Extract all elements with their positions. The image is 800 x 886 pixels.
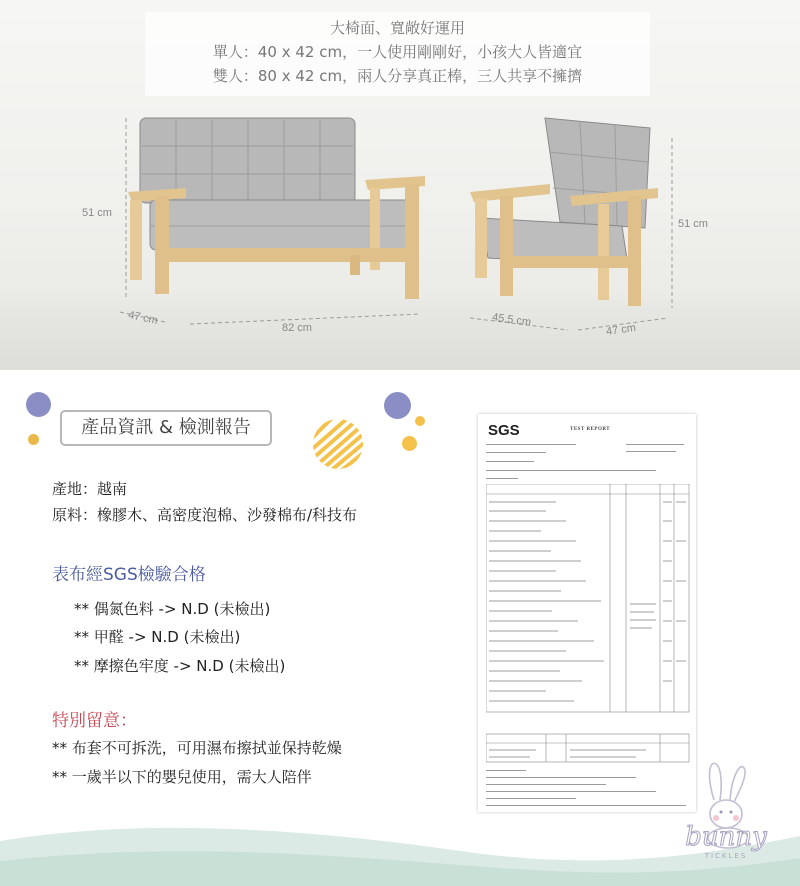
sofa-width-label: 82 cm bbox=[282, 322, 312, 334]
notice-item-infant: ** 一歲半以下的嬰兒使用，需大人陪伴 bbox=[52, 768, 312, 786]
notice-heading: 特別留意： bbox=[52, 711, 137, 731]
sofa-depth-label: 47 cm bbox=[127, 309, 159, 327]
chair-width-label: 45.5 cm bbox=[491, 311, 532, 329]
striped-circle-decoration bbox=[312, 418, 364, 470]
sgs-item-azo: ** 偶氮色料 -> N.D (未檢出) bbox=[74, 600, 271, 618]
banner-headline: 大椅面、寬敞好運用 bbox=[329, 19, 465, 37]
report-table-2 bbox=[486, 730, 690, 770]
chair-height-label: 51 cm bbox=[678, 218, 708, 230]
yellow-dot bbox=[402, 436, 417, 451]
sgs-item-formaldehyde: ** 甲醛 -> N.D (未檢出) bbox=[74, 628, 241, 646]
product-photo bbox=[0, 0, 800, 370]
chair-depth-label: 47 cm bbox=[605, 321, 637, 339]
size-banner bbox=[145, 12, 650, 96]
report-table-1 bbox=[486, 484, 690, 714]
brand-subtitle: TICKLES bbox=[704, 852, 748, 860]
purple-dot-right bbox=[384, 392, 411, 419]
yellow-dot-small bbox=[415, 416, 425, 426]
yellow-dot-left bbox=[28, 434, 39, 445]
sgs-item-rubbing-fastness: ** 摩擦色牢度 -> N.D (未檢出) bbox=[74, 657, 286, 675]
notice-item-washing: ** 布套不可拆洗，可用濕布擦拭並保持乾燥 bbox=[52, 739, 342, 757]
purple-dot-left bbox=[26, 392, 51, 417]
material-text: 原料：橡膠木、高密度泡棉、沙發棉布/科技布 bbox=[52, 506, 358, 524]
banner-single-size: 單人：40 x 42 cm，一人使用剛剛好，小孩大人皆適宜 bbox=[212, 43, 583, 61]
section-title: 產品資訊 & 檢測報告 bbox=[60, 410, 272, 446]
origin-text: 產地：越南 bbox=[52, 480, 128, 498]
double-sofa bbox=[128, 118, 425, 299]
brand-logo bbox=[676, 754, 776, 864]
brand-name: bunny bbox=[685, 822, 767, 852]
single-chair bbox=[470, 118, 658, 306]
sofa-height-label: 51 cm bbox=[82, 207, 112, 219]
report-title: TEST REPORT bbox=[570, 427, 611, 432]
sgs-logo: SGS bbox=[488, 422, 520, 439]
sgs-test-report bbox=[478, 414, 696, 812]
sgs-heading: 表布經SGS檢驗合格 bbox=[52, 565, 206, 585]
banner-double-size: 雙人：80 x 42 cm，兩人分享真正棒，三人共享不擁擠 bbox=[212, 67, 583, 85]
